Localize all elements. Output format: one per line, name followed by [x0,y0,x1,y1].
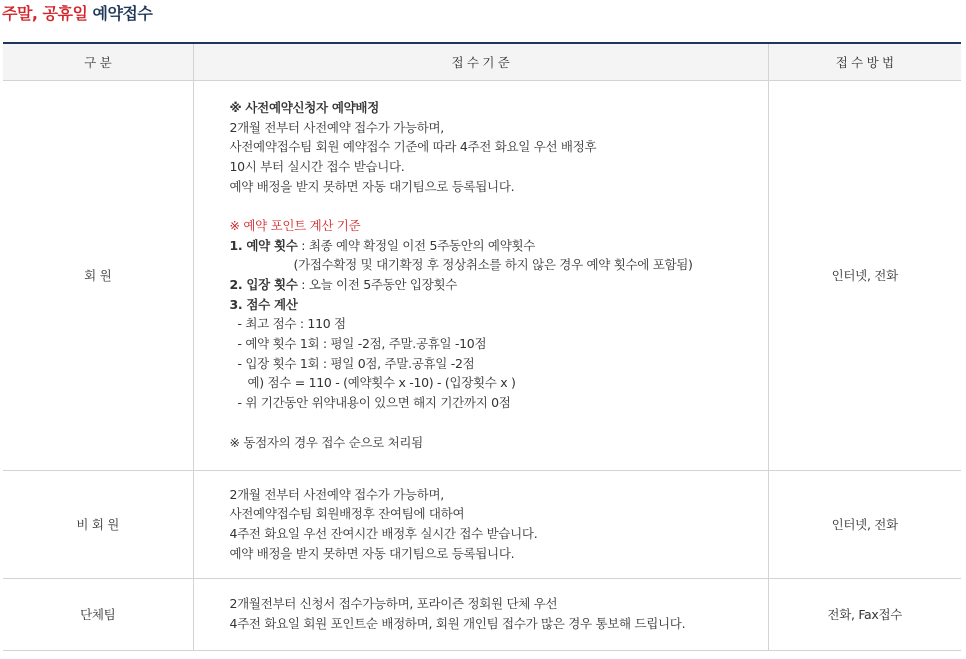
member-line: 예약 배정을 받지 못하면 자동 대기팀으로 등록됩니다. [229,178,515,194]
points-item-3-label: 3. 점수 계산 [229,296,298,312]
tie-note: ※ 동점자의 경우 접수 순으로 처리됨 [229,434,423,450]
method-non-member: 인터넷, 전화 [768,470,961,578]
points-title: ※ 예약 포인트 계산 기준 [229,217,361,233]
member-title: ※ 사전예약신청자 예약배정 [229,99,379,115]
criteria-member [193,80,768,470]
calc-line: - 예약 횟수 1회 : 평일 -2점, 주말.공휴일 -10점 [237,336,487,352]
member-line: 사전예약접수팀 회원 예약접수 기준에 따라 4주전 화요일 우선 배정후 [229,139,597,155]
group-line: 4주전 화요일 회원 포인트순 배정하며, 회원 개인팀 접수가 많은 경우 통보해 드립니다. [229,616,686,631]
method-member: 인터넷, 전화 [768,80,961,470]
non-member-line: 2개월 전부터 사전예약 접수가 가능하며, [229,486,444,502]
reservation-table [3,42,961,651]
calc-line: - 입장 횟수 1회 : 평일 0점, 주말.공휴일 -2점 [237,355,475,371]
table-row-group [3,578,961,650]
criteria-group [193,578,768,650]
table-header-row [3,43,961,80]
points-item-1-label: 1. 예약 횟수 [229,237,298,253]
points-item-2 [230,275,768,295]
member-line: 10시 부터 실시간 접수 받습니다. [229,158,405,174]
points-item-1 [230,236,768,256]
non-member-line: 사전예약접수팀 회원배정후 잔여팀에 대하여 [229,506,465,522]
page-title-accent: 주말, 공휴일 [2,4,88,23]
calc-line: - 최고 점수 : 110 점 [237,316,346,332]
group-line: 2개월전부터 신청서 접수가능하며, 포라이즌 정회원 단체 우선 [229,596,558,612]
spacer [230,413,768,433]
header-method: 접 수 방 법 [768,43,961,80]
header-criteria: 접 수 기 준 [193,43,768,80]
calc-penalty: - 위 기간동안 위약내용이 있으면 해지 기간까지 0점 [237,395,511,411]
table-row-member [3,80,961,470]
header-category: 구 분 [3,43,193,80]
calc-example: 예) 점수 = 110 - (예약횟수 x -10) - (입장횟수 x ) [247,375,516,391]
table-row-non-member [3,470,961,578]
category-group: 단체팀 [3,578,193,650]
points-item-1-text: : 최종 예약 확정일 이전 5주동안의 예약횟수 [297,237,536,253]
non-member-line: 예약 배정을 받지 못하면 자동 대기팀으로 등록됩니다. [229,545,515,561]
points-item-2-label: 2. 입장 횟수 [229,277,298,292]
page-title-main: 예약접수 [92,4,153,23]
spacer [230,196,768,216]
page-title [2,4,152,24]
category-member: 회 원 [3,80,193,470]
non-member-line: 4주전 화요일 우선 잔여시간 배정후 실시간 접수 받습니다. [229,526,538,541]
criteria-non-member [193,470,768,578]
member-line: 2개월 전부터 사전예약 접수가 가능하며, [229,119,444,135]
points-item-2-text: : 오늘 이전 5주동안 입장횟수 [297,277,458,292]
method-group: 전화, Fax접수 [768,578,961,650]
points-item-1-note: (가접수확정 및 대기확정 후 정상취소를 하지 않은 경우 예약 횟수에 포함됨) [293,257,693,273]
category-non-member: 비 회 원 [3,470,193,578]
